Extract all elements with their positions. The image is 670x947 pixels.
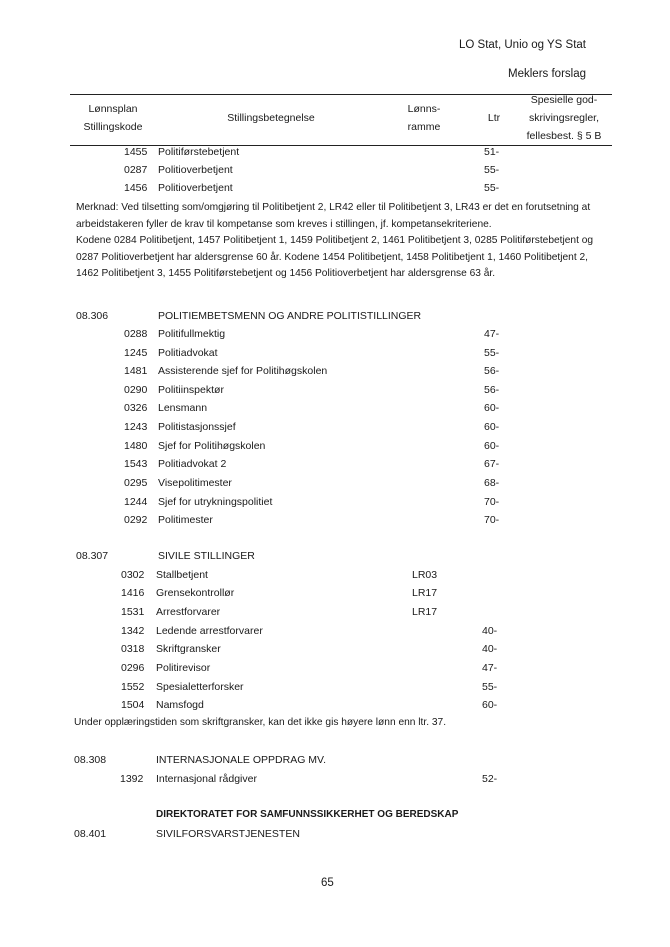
org-header: LO Stat, Unio og YS Stat bbox=[459, 39, 586, 51]
section-306-title: POLITIEMBETSMENN OG ANDRE POLITISTILLINGER bbox=[158, 310, 422, 322]
section-307-note: Under opplæringstiden som skriftgransker, kan det ikke gis høyere lønn enn ltr. 37. bbox=[74, 717, 447, 728]
stillingsbetegnelse: Politioverbetjent bbox=[158, 164, 233, 176]
col-header-lonnsramme-line2: ramme bbox=[407, 121, 441, 133]
col-header-spesielle bbox=[514, 91, 614, 145]
ltr: 60- bbox=[484, 440, 500, 452]
stillingsbetegnelse: Politifullmektig bbox=[158, 328, 226, 340]
stillingskode: 0318 bbox=[121, 643, 145, 655]
section-401-plan: 08.401 bbox=[74, 828, 107, 840]
ltr: 40- bbox=[482, 625, 498, 637]
lonnsramme: LR17 bbox=[412, 587, 438, 599]
stillingsbetegnelse: Ledende arrestforvarer bbox=[156, 625, 263, 637]
section-307-title: SIVILE STILLINGER bbox=[158, 550, 255, 562]
stillingskode: 1392 bbox=[120, 773, 144, 785]
note-line: Kodene 0284 Politibetjent, 1457 Politibetjent 1, 1459 Politibetjent 2, 1461 Politibetjent 3, 0285 Politiførstebetjent og bbox=[76, 235, 594, 246]
merknad-note bbox=[76, 200, 616, 283]
note-line: 1462 Politibetjent 3, 1455 Politiførstebetjent og 1456 Politioverbetjent har aldersgrense 63 år. bbox=[76, 268, 496, 279]
stillingskode: 1552 bbox=[121, 681, 145, 693]
stillingskode: 1245 bbox=[124, 347, 148, 359]
stillingskode: 1504 bbox=[121, 699, 145, 711]
stillingsbetegnelse: Visepolitimester bbox=[158, 477, 232, 489]
ltr: 70- bbox=[484, 514, 500, 526]
section-308-title: INTERNASJONALE OPPDRAG MV. bbox=[156, 754, 326, 766]
stillingskode: 1416 bbox=[121, 587, 145, 599]
stillingsbetegnelse: Skriftgransker bbox=[156, 643, 221, 655]
section-401-title: SIVILFORSVARSTJENESTEN bbox=[156, 828, 300, 840]
stillingsbetegnelse: Politirevisor bbox=[156, 662, 211, 674]
ltr: 47- bbox=[482, 662, 498, 674]
stillingskode: 1531 bbox=[121, 606, 145, 618]
page-number: 65 bbox=[321, 877, 334, 889]
stillingsbetegnelse: Sjef for Politihøgskolen bbox=[158, 440, 266, 452]
stillingskode: 0326 bbox=[124, 402, 148, 414]
ltr: 60- bbox=[482, 699, 498, 711]
stillingskode: 0295 bbox=[124, 477, 148, 489]
ltr: 55- bbox=[484, 182, 500, 194]
ltr: 56- bbox=[484, 365, 500, 377]
section-306-plan: 08.306 bbox=[76, 310, 109, 322]
col-header-ltr: Ltr bbox=[487, 112, 501, 124]
stillingskode: 0290 bbox=[124, 384, 148, 396]
stillingsbetegnelse: Politiinspektør bbox=[158, 384, 224, 396]
stillingskode: 1456 bbox=[124, 182, 148, 194]
stillingsbetegnelse: Spesialetterforsker bbox=[156, 681, 244, 693]
ltr: 52- bbox=[482, 773, 498, 785]
note-line: 0287 Politioverbetjent har aldersgrense 60 år. Kodene 1454 Politibetjent, 1458 Politibetjent 1, 1460 Politibetjent 2, bbox=[76, 251, 588, 263]
stillingsbetegnelse: Politiførstebetjent bbox=[158, 146, 240, 158]
col-header-spesielle-line3: fellesbest. § 5 B bbox=[526, 130, 602, 142]
stillingsbetegnelse: Politioverbetjent bbox=[158, 182, 233, 194]
col-header-spesielle-line1: Spesielle god- bbox=[530, 94, 598, 106]
stillingskode: 0296 bbox=[121, 662, 145, 674]
stillingskode: 1481 bbox=[124, 365, 148, 377]
ltr: 60- bbox=[484, 421, 500, 433]
col-header-spesielle-line2: skrivingsregler, bbox=[528, 112, 600, 124]
note-line: arbeidstakeren fyller de krav til kompetanse som kreves i stillingen, jf. kompetansekriteriene. bbox=[76, 218, 492, 230]
section-307-plan: 08.307 bbox=[76, 550, 109, 562]
stillingskode: 0302 bbox=[121, 569, 145, 581]
col-header-lonnsplan-line1: Lønnsplan bbox=[88, 103, 138, 115]
stillingsbetegnelse: Arrestforvarer bbox=[156, 606, 221, 618]
ltr: 56- bbox=[484, 384, 500, 396]
ltr: 55- bbox=[482, 681, 498, 693]
stillingsbetegnelse: Politimester bbox=[158, 514, 213, 526]
stillingskode: 1243 bbox=[124, 421, 148, 433]
ltr: 67- bbox=[484, 458, 500, 470]
stillingskode: 0288 bbox=[124, 328, 148, 340]
col-header-lonnsplan bbox=[70, 100, 156, 136]
section-308-plan: 08.308 bbox=[74, 754, 107, 766]
col-header-lonnsramme-line1: Lønns- bbox=[407, 103, 441, 115]
lonnsramme: LR17 bbox=[412, 606, 438, 618]
stillingsbetegnelse: Lensmann bbox=[158, 402, 208, 414]
col-header-lonnsramme bbox=[393, 100, 455, 136]
stillingsbetegnelse: Politiadvokat bbox=[158, 347, 218, 359]
ltr: 68- bbox=[484, 477, 500, 489]
stillingskode: 1244 bbox=[124, 496, 148, 508]
ltr: 60- bbox=[484, 402, 500, 414]
stillingsbetegnelse: Assisterende sjef for Politihøgskolen bbox=[158, 365, 328, 377]
document-subtitle: Meklers forslag bbox=[508, 68, 586, 80]
stillingsbetegnelse: Politistasjonssjef bbox=[158, 421, 236, 433]
stillingsbetegnelse: Politiadvokat 2 bbox=[158, 458, 227, 470]
stillingsbetegnelse: Namsfogd bbox=[156, 699, 204, 711]
ltr: 55- bbox=[484, 347, 500, 359]
ltr: 40- bbox=[482, 643, 498, 655]
stillingskode: 0292 bbox=[124, 514, 148, 526]
ltr: 70- bbox=[484, 496, 500, 508]
directorate-title: DIREKTORATET FOR SAMFUNNSSIKKERHET OG BEREDSKAP bbox=[156, 809, 459, 820]
stillingskode: 1342 bbox=[121, 625, 145, 637]
ltr: 55- bbox=[484, 164, 500, 176]
stillingskode: 0287 bbox=[124, 164, 148, 176]
lonnsramme: LR03 bbox=[412, 569, 438, 581]
col-header-lonnsplan-line2: Stillingskode bbox=[83, 121, 143, 133]
ltr: 51- bbox=[484, 146, 500, 158]
stillingskode: 1455 bbox=[124, 146, 148, 158]
stillingsbetegnelse: Stallbetjent bbox=[156, 569, 208, 581]
stillingskode: 1480 bbox=[124, 440, 148, 452]
col-header-stillingsbetegnelse: Stillingsbetegnelse bbox=[227, 112, 315, 124]
stillingskode: 1543 bbox=[124, 458, 148, 470]
ltr: 47- bbox=[484, 328, 500, 340]
stillingsbetegnelse: Internasjonal rådgiver bbox=[156, 773, 257, 785]
table-header-rule bbox=[70, 145, 612, 146]
note-line: Merknad: Ved tilsetting som/omgjøring til Politibetjent 2, LR42 eller til Politibetjent 3, LR43 er det en forutsetning at bbox=[76, 202, 591, 213]
stillingsbetegnelse: Grensekontrollør bbox=[156, 587, 235, 599]
stillingsbetegnelse: Sjef for utrykningspolitiet bbox=[158, 496, 273, 508]
